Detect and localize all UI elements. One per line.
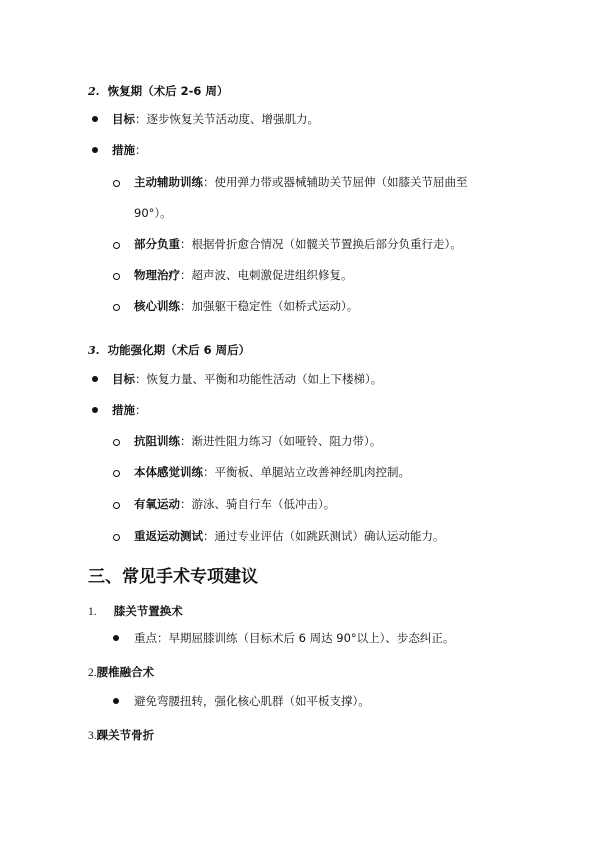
list-item xyxy=(134,464,410,480)
bullet-icon xyxy=(113,698,119,704)
phase-number: 3. xyxy=(88,344,100,357)
item-label: 部分负重 xyxy=(134,237,180,251)
bullet-icon xyxy=(113,635,119,641)
sub-bullet-icon xyxy=(113,304,120,311)
sub-bullet-icon xyxy=(113,470,120,477)
list-item xyxy=(134,528,445,544)
sub-bullet-icon xyxy=(113,534,120,541)
surgery-point: 重点：早期屈膝训练（目标术后 6 周达 90°以上）、步态纠正。 xyxy=(134,631,455,645)
item-label: 重返运动测试 xyxy=(134,529,203,543)
list-item xyxy=(134,433,381,449)
item-label: 主动辅助训练 xyxy=(134,175,203,189)
surgery-title: 膝关节置换术 xyxy=(113,604,183,618)
list-item xyxy=(134,298,358,314)
phase-number: 2. xyxy=(88,85,100,98)
surgery-number: 1. xyxy=(88,606,97,618)
goal-text: ：恢复力量、平衡和功能性活动（如上下楼梯）。 xyxy=(135,372,383,386)
sub-bullet-icon xyxy=(113,439,120,446)
goal-text: ：逐步恢复关节活动度、增强肌力。 xyxy=(135,112,319,126)
measures-label: 措施 xyxy=(112,143,135,157)
item-text: ：加强躯干稳定性（如桥式运动）。 xyxy=(180,299,359,313)
item-text: ：平衡板、单腿站立改善神经肌肉控制。 xyxy=(203,465,410,479)
goal-line xyxy=(112,371,382,387)
sub-bullet-icon xyxy=(113,242,120,249)
item-text: ：游泳、骑自行车（低冲击）。 xyxy=(180,497,336,511)
item-text: ：超声波、电刺激促进组织修复。 xyxy=(180,268,353,282)
measures-colon: ： xyxy=(135,403,147,417)
phase-heading-strengthening xyxy=(88,339,250,358)
item-label: 物理治疗 xyxy=(134,268,180,282)
phase-title: 功能强化期（术后 6 周后） xyxy=(107,343,251,357)
phase-heading-recovery xyxy=(88,80,228,99)
sub-bullet-icon xyxy=(113,273,120,280)
surgery-title: 腰椎融合术 xyxy=(96,665,155,679)
goal-label: 目标 xyxy=(112,112,135,126)
list-item xyxy=(134,496,335,512)
surgery-number: 2. xyxy=(88,667,97,679)
bullet-icon xyxy=(92,407,98,413)
item-text: ：渐进性阻力练习（如哑铃、阻力带）。 xyxy=(180,434,382,448)
goal-label: 目标 xyxy=(112,372,135,386)
sub-bullet-icon xyxy=(113,180,120,187)
bullet-icon xyxy=(92,116,98,122)
bullet-icon xyxy=(92,147,98,153)
surgery-number: 3. xyxy=(88,730,97,742)
list-item-continuation: 90°）。 xyxy=(134,206,172,220)
item-text: ：使用弹力带或器械辅助关节屈伸（如膝关节屈曲至 xyxy=(203,175,468,189)
list-item xyxy=(134,267,353,283)
surgery-heading-spine xyxy=(88,661,154,680)
section-heading: 三、常见手术专项建议 xyxy=(88,567,258,587)
surgery-heading-knee xyxy=(88,600,183,619)
surgery-title: 踝关节骨折 xyxy=(96,728,155,742)
measures-line xyxy=(112,402,147,418)
surgery-heading-ankle xyxy=(88,724,154,743)
phase-title: 恢复期（术后 2-6 周） xyxy=(107,84,229,98)
bullet-icon xyxy=(92,376,98,382)
item-label: 有氧运动 xyxy=(134,497,180,511)
goal-line xyxy=(112,111,319,127)
measures-colon: ： xyxy=(135,143,147,157)
measures-line xyxy=(112,142,147,158)
surgery-point: 避免弯腰扭转，强化核心肌群（如平板支撑）。 xyxy=(134,694,370,708)
measures-label: 措施 xyxy=(112,403,135,417)
item-label: 核心训练 xyxy=(134,299,180,313)
item-text: ：通过专业评估（如跳跃测试）确认运动能力。 xyxy=(203,529,445,543)
list-item xyxy=(134,236,462,252)
item-label: 抗阻训练 xyxy=(134,434,180,448)
item-label: 本体感觉训练 xyxy=(134,465,203,479)
item-text: ：根据骨折愈合情况（如髋关节置换后部分负重行走）。 xyxy=(180,237,462,251)
list-item xyxy=(134,174,468,190)
sub-bullet-icon xyxy=(113,502,120,509)
